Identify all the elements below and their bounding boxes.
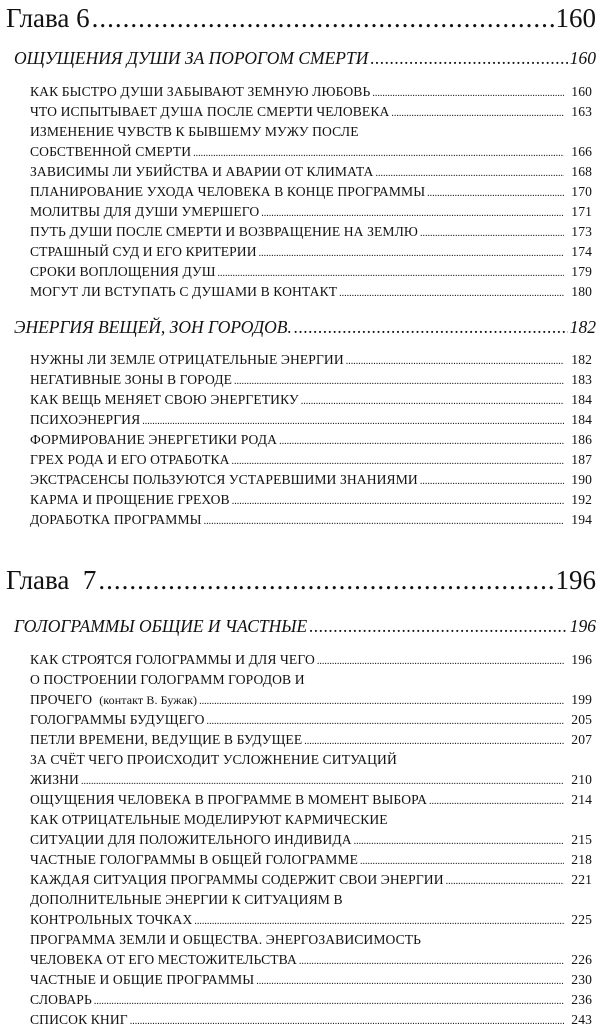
entry-title: ГОЛОГРАММЫ БУДУЩЕГО <box>30 712 205 727</box>
entry-page: 230 <box>571 972 592 987</box>
toc-entry[interactable] <box>30 222 592 244</box>
leader-dots <box>309 615 568 637</box>
toc-entry[interactable] <box>30 430 592 452</box>
entry-title: ИЗМЕНЕНИЕ ЧУВСТВ К БЫВШЕМУ МУЖУ ПОСЛЕ <box>30 124 359 139</box>
toc-entry[interactable] <box>30 510 592 532</box>
entry-title: ЧТО ИСПЫТЫВАЕТ ДУША ПОСЛЕ СМЕРТИ ЧЕЛОВЕКА <box>30 104 390 119</box>
entry-page: 210 <box>571 772 592 787</box>
entry-title: КАЖДАЯ СИТУАЦИЯ ПРОГРАММЫ СОДЕРЖИТ СВОИ ЭНЕРГИИ <box>30 872 444 887</box>
toc-entry[interactable] <box>30 122 592 164</box>
leader-dots <box>81 772 564 792</box>
entry-page: 225 <box>571 912 592 927</box>
entry-title: ЗА СЧЁТ ЧЕГО ПРОИСХОДИТ УСЛОЖНЕНИЕ СИТУАЦИЙ <box>30 752 397 767</box>
leader-dots <box>92 2 554 34</box>
entry-title: ПЕТЛИ ВРЕМЕНИ, ВЕДУЩИЕ В БУДУЩЕЕ <box>30 732 303 747</box>
toc-entry[interactable] <box>30 930 592 972</box>
toc-entry[interactable] <box>30 890 592 932</box>
leader-dots <box>204 512 564 532</box>
entry-page: 184 <box>571 412 592 427</box>
section-title: ГОЛОГРАММЫ ОБЩИЕ И ЧАСТНЫЕ <box>14 616 308 636</box>
leader-dots <box>94 992 564 1012</box>
entry-title: ПСИХОЭНЕРГИЯ <box>30 412 141 427</box>
toc-entry[interactable] <box>30 810 592 852</box>
entry-title: КАК ОТРИЦАТЕЛЬНЫЕ МОДЕЛИРУЮТ КАРМИЧЕСКИЕ <box>30 812 388 827</box>
toc-entry[interactable] <box>30 450 592 472</box>
entry-title: КАРМА И ПРОЩЕНИЕ ГРЕХОВ <box>30 492 230 507</box>
entry-title: О ПОСТРОЕНИИ ГОЛОГРАММ ГОРОДОВ И <box>30 672 305 687</box>
leader-dots <box>372 84 564 104</box>
toc-entry[interactable] <box>30 670 592 712</box>
entry-title: МОГУТ ЛИ ВСТУПАТЬ С ДУШАМИ В КОНТАКТ <box>30 284 338 299</box>
section-page: 196 <box>569 616 596 636</box>
toc-entry[interactable] <box>30 262 592 284</box>
leader-dots <box>354 832 564 852</box>
entry-page: 199 <box>571 692 592 707</box>
entry-page: 243 <box>571 1012 592 1027</box>
chapter-7-heading[interactable] <box>6 564 596 596</box>
entry-page: 221 <box>571 872 592 887</box>
toc-entry[interactable] <box>30 870 592 892</box>
leader-dots <box>301 392 564 412</box>
entry-title: КАК ВЕЩЬ МЕНЯЕТ СВОЮ ЭНЕРГЕТИКУ <box>30 392 299 407</box>
entry-title: КАК БЫСТРО ДУШИ ЗАБЫВАЮТ ЗЕМНУЮ ЛЮБОВЬ <box>30 84 371 99</box>
entry-title-cont: ПРОЧЕГО <box>30 692 93 707</box>
leader-dots <box>370 47 567 69</box>
leader-dots <box>360 852 564 872</box>
toc-entry[interactable] <box>30 182 592 204</box>
toc-entry[interactable] <box>30 242 592 264</box>
section-heading[interactable] <box>14 615 596 637</box>
toc-entry[interactable] <box>30 102 592 124</box>
leader-dots <box>194 912 564 932</box>
leader-dots <box>446 872 564 892</box>
entry-title: ОЩУЩЕНИЯ ЧЕЛОВЕКА В ПРОГРАММЕ В МОМЕНТ ВЫБОРА <box>30 792 427 807</box>
entry-title: ГРЕХ РОДА И ЕГО ОТРАБОТКА <box>30 452 230 467</box>
leader-dots <box>420 472 564 492</box>
leader-dots <box>375 164 564 184</box>
entry-title: МОЛИТВЫ ДЛЯ ДУШИ УМЕРШЕГО <box>30 204 260 219</box>
section-page: 182 <box>569 317 596 337</box>
entry-title: СТРАШНЫЙ СУД И ЕГО КРИТЕРИИ <box>30 244 257 259</box>
toc-entry[interactable] <box>30 970 592 992</box>
entry-page: 173 <box>571 224 592 239</box>
leader-dots <box>256 972 564 992</box>
entry-title: НУЖНЫ ЛИ ЗЕМЛЕ ОТРИЦАТЕЛЬНЫЕ ЭНЕРГИИ <box>30 352 344 367</box>
toc-entry[interactable] <box>30 1010 592 1032</box>
leader-dots <box>339 284 564 304</box>
entry-page: 183 <box>571 372 592 387</box>
section-page: 160 <box>569 48 596 68</box>
entry-title-cont: ЧЕЛОВЕКА ОТ ЕГО МЕСТОЖИТЕЛЬСТВА <box>30 952 297 967</box>
entry-title: ЧАСТНЫЕ ГОЛОГРАММЫ В ОБЩЕЙ ГОЛОГРАММЕ <box>30 852 359 867</box>
entry-page: 179 <box>571 264 592 279</box>
toc-entry[interactable] <box>30 850 592 872</box>
entry-page: 207 <box>571 732 592 747</box>
entry-title: ЭКСТРАСЕНСЫ ПОЛЬЗУЮТСЯ УСТАРЕВШИМИ ЗНАНИЯМИ <box>30 472 418 487</box>
toc-entry[interactable] <box>30 162 592 184</box>
leader-dots <box>294 316 568 338</box>
leader-dots <box>346 352 564 372</box>
section-heading[interactable] <box>14 316 596 338</box>
entry-page: 186 <box>571 432 592 447</box>
toc-entry[interactable] <box>30 750 592 792</box>
toc-entry[interactable] <box>30 82 592 104</box>
entry-page: 160 <box>571 84 592 99</box>
entry-title: ЗАВИСИМЫ ЛИ УБИЙСТВА И АВАРИИ ОТ КЛИМАТА <box>30 164 374 179</box>
leader-dots <box>234 372 564 392</box>
toc-entry[interactable] <box>30 390 592 412</box>
entry-title: ЧАСТНЫЕ И ОБЩИЕ ПРОГРАММЫ <box>30 972 255 987</box>
leader-dots <box>429 792 564 812</box>
leader-dots <box>279 432 564 452</box>
leader-dots <box>232 492 564 512</box>
toc-entry[interactable] <box>30 790 592 812</box>
entry-title: ПУТЬ ДУШИ ПОСЛЕ СМЕРТИ И ВОЗВРАЩЕНИЕ НА ЗЕМЛЮ <box>30 224 418 239</box>
entry-page: 190 <box>571 472 592 487</box>
leader-dots <box>420 224 564 244</box>
chapter-title: Глава 6 <box>6 3 90 33</box>
entry-page: 226 <box>571 952 592 967</box>
entry-page: 194 <box>571 512 592 527</box>
toc-entry[interactable] <box>30 990 592 1012</box>
entry-title: ДОПОЛНИТЕЛЬНЫЕ ЭНЕРГИИ К СИТУАЦИЯМ В <box>30 892 343 907</box>
entry-page: 171 <box>571 204 592 219</box>
entry-title-cont: СИТУАЦИИ ДЛЯ ПОЛОЖИТЕЛЬНОГО ИНДИВИДА <box>30 832 352 847</box>
entry-page: 218 <box>571 852 592 867</box>
leader-dots <box>130 1012 564 1032</box>
entry-page: 180 <box>571 284 592 299</box>
entry-title-cont: СОБСТВЕННОЙ СМЕРТИ <box>30 144 192 159</box>
entry-page: 214 <box>571 792 592 807</box>
leader-dots <box>199 692 564 712</box>
entry-page: 196 <box>571 652 592 667</box>
entry-page: 215 <box>571 832 592 847</box>
section-title: ОЩУЩЕНИЯ ДУШИ ЗА ПОРОГОМ СМЕРТИ <box>14 48 369 68</box>
leader-dots <box>207 712 564 732</box>
entry-page: 187 <box>571 452 592 467</box>
toc-entry[interactable] <box>30 730 592 752</box>
chapter-page: 196 <box>555 565 596 595</box>
chapter-title: Глава 7 <box>6 565 97 595</box>
toc-entry[interactable] <box>30 650 592 672</box>
leader-dots <box>218 264 564 284</box>
entry-title: ПРОГРАММА ЗЕМЛИ И ОБЩЕСТВА. ЭНЕРГОЗАВИСИМОСТЬ <box>30 932 422 947</box>
toc-entry[interactable] <box>30 710 592 732</box>
entry-page: 168 <box>571 164 592 179</box>
toc-entry[interactable] <box>30 350 592 372</box>
section-heading[interactable] <box>14 47 596 69</box>
entry-page: 205 <box>571 712 592 727</box>
toc-entry[interactable] <box>30 370 592 392</box>
entry-title: ПЛАНИРОВАНИЕ УХОДА ЧЕЛОВЕКА В КОНЦЕ ПРОГРАММЫ <box>30 184 426 199</box>
leader-dots <box>391 104 564 124</box>
entry-page: 192 <box>571 492 592 507</box>
entry-page: 166 <box>571 144 592 159</box>
entry-title: СПИСОК КНИГ <box>30 1012 128 1027</box>
entry-title: СРОКИ ВОПЛОЩЕНИЯ ДУШ <box>30 264 216 279</box>
entry-title-cont: ЖИЗНИ <box>30 772 79 787</box>
toc-entry[interactable] <box>30 410 592 432</box>
section-title: ЭНЕРГИЯ ВЕЩЕЙ, ЗОН ГОРОДОВ. <box>14 317 292 337</box>
leader-dots <box>193 144 564 164</box>
entry-page: 174 <box>571 244 592 259</box>
leader-dots <box>299 952 564 972</box>
toc-entry[interactable] <box>30 202 592 224</box>
entry-title: СЛОВАРЬ <box>30 992 92 1007</box>
chapter-page: 160 <box>555 3 596 33</box>
entry-title: КАК СТРОЯТСЯ ГОЛОГРАММЫ И ДЛЯ ЧЕГО <box>30 652 315 667</box>
leader-dots <box>317 652 564 672</box>
entry-page: 163 <box>571 104 592 119</box>
leader-dots <box>259 244 564 264</box>
entry-page: 170 <box>571 184 592 199</box>
toc-entry[interactable] <box>30 490 592 512</box>
leader-dots <box>232 452 564 472</box>
entry-note: (контакт В. Бужак) <box>99 693 198 707</box>
entry-title-cont: КОНТРОЛЬНЫХ ТОЧКАХ <box>30 912 193 927</box>
toc-entry[interactable] <box>30 470 592 492</box>
leader-dots <box>427 184 564 204</box>
entry-title: ДОРАБОТКА ПРОГРАММЫ <box>30 512 202 527</box>
leader-dots <box>304 732 564 752</box>
entry-page: 184 <box>571 392 592 407</box>
entry-page: 182 <box>571 352 592 367</box>
entry-page: 236 <box>571 992 592 1007</box>
entry-title: ФОРМИРОВАНИЕ ЭНЕРГЕТИКИ РОДА <box>30 432 278 447</box>
chapter-6-heading[interactable] <box>6 2 596 34</box>
toc-entry[interactable] <box>30 282 592 304</box>
leader-dots <box>142 412 564 432</box>
leader-dots <box>261 204 564 224</box>
leader-dots <box>98 564 553 596</box>
entry-title: НЕГАТИВНЫЕ ЗОНЫ В ГОРОДЕ <box>30 372 233 387</box>
